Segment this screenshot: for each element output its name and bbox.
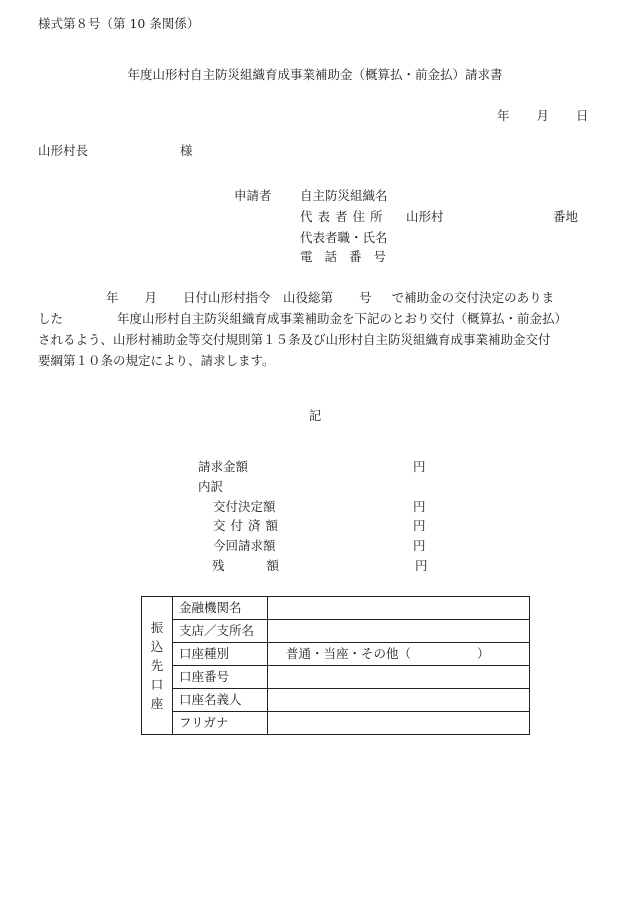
body-date-ref: 日付山形村指令 山役総第: [183, 290, 334, 305]
account-holder-label: 口座名義人: [173, 689, 268, 712]
body-line-2: 年度山形村自主防災組織育成事業補助金を下記のとおり交付（概算払・前金払）: [117, 311, 568, 326]
rep-address-label: 代表者住所: [300, 209, 388, 224]
date-month: 月: [536, 108, 550, 123]
banchi-label: 番地: [553, 209, 579, 224]
body-line-3: されるよう、山形村補助金等交付規則第１５条及び山形村自主防災組織育成事業補助金交付: [38, 332, 551, 347]
date-line: [497, 108, 589, 124]
account-number-field[interactable]: [268, 666, 530, 689]
body-line-4: 要綱第１０条の規定により、請求します。: [38, 353, 275, 368]
decided-amount-yen: 円: [413, 499, 426, 514]
paid-amount-yen: 円: [413, 518, 426, 533]
body-month: 月: [144, 290, 158, 305]
transfer-account-side-label: [142, 597, 173, 735]
body-shita: した: [38, 311, 64, 326]
side-char: 口: [150, 677, 164, 692]
date-year: 年: [497, 108, 510, 123]
date-day: 日: [576, 108, 589, 123]
side-char: 込: [150, 639, 164, 654]
remaining-amount-label: 残額: [212, 558, 322, 573]
institution-field[interactable]: [268, 597, 530, 620]
breakdown-label: 内訳: [198, 479, 224, 494]
rep-title-name-label: 代表者職・氏名: [300, 230, 388, 245]
request-body: [38, 287, 593, 371]
body-year: 年: [106, 290, 119, 305]
account-type-options: 普通・当座・その他（: [286, 645, 412, 661]
remaining-amount-yen: 円: [415, 558, 428, 573]
applicant-label: 申請者: [234, 188, 272, 203]
side-char: 振: [150, 620, 164, 635]
branch-label: 支店／支所名: [173, 620, 268, 643]
village-name: 山形村: [406, 209, 444, 224]
current-amount-yen: 円: [413, 538, 426, 553]
ki-heading: 記: [308, 408, 322, 423]
current-amount-label: 今回請求額: [213, 538, 276, 553]
side-char: 座: [150, 696, 164, 711]
branch-field[interactable]: [268, 620, 530, 643]
side-char: 先: [150, 658, 164, 673]
page-title: 年度山形村自主防災組織育成事業補助金（概算払・前金払）請求書: [127, 67, 503, 82]
addressee-honorific: 様: [180, 143, 193, 158]
request-amount-yen: 円: [413, 459, 426, 474]
furigana-field[interactable]: [268, 712, 530, 735]
paid-amount-label: 交付済額: [213, 518, 284, 533]
bank-account-table: [141, 596, 530, 735]
org-name-label: 自主防災組織名: [300, 188, 388, 203]
institution-label: 金融機関名: [173, 597, 268, 620]
addressee: [38, 143, 193, 159]
account-number-label: 口座番号: [173, 666, 268, 689]
account-type-close: ）: [477, 645, 490, 661]
body-go: 号: [359, 290, 372, 305]
account-type-label: 口座種別: [173, 643, 268, 666]
request-amount-label: 請求金額: [198, 459, 249, 474]
furigana-label: フリガナ: [173, 712, 268, 735]
account-type-field[interactable]: [268, 643, 530, 666]
form-number: 様式第８号（第 10 条関係）: [38, 16, 200, 31]
addressee-name: 山形村長: [38, 143, 89, 158]
phone-label: 電話番号: [300, 249, 399, 264]
account-holder-field[interactable]: [268, 689, 530, 712]
decided-amount-label: 交付決定額: [213, 499, 276, 514]
body-decision: で補助金の交付決定のありま: [391, 290, 555, 305]
